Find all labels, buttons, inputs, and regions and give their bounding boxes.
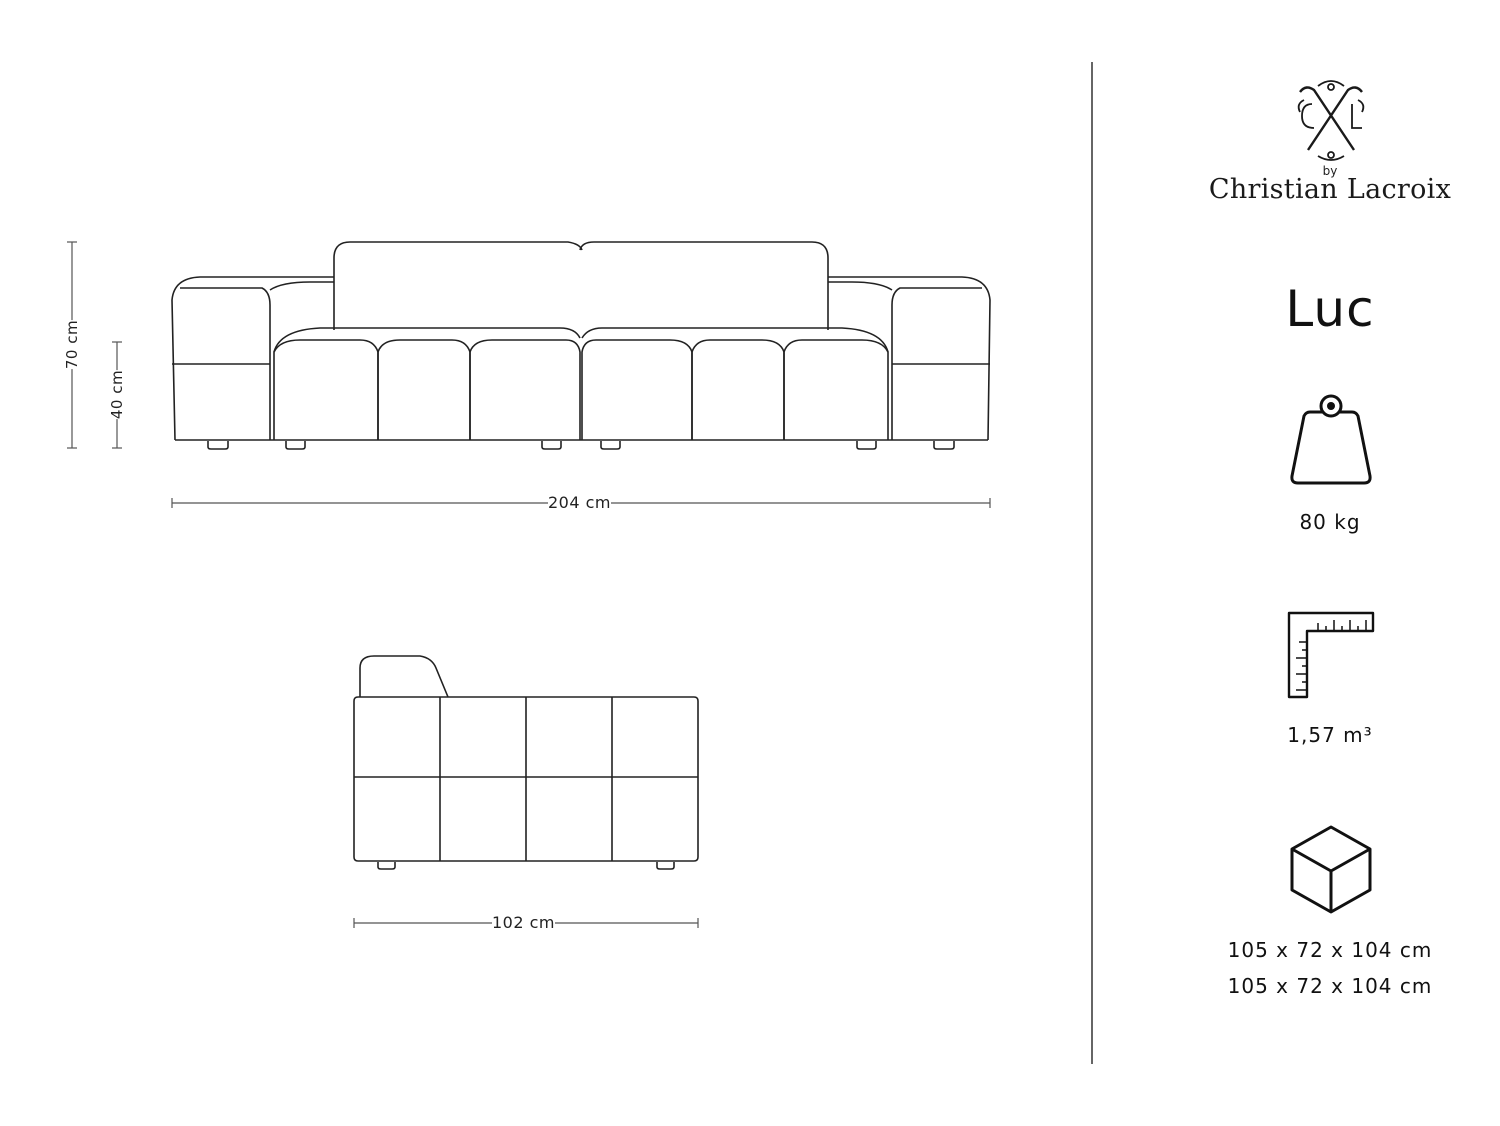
box-icon [1292, 827, 1370, 912]
brand-name: Christian Lacroix [1208, 174, 1452, 205]
weight-value: 80 kg [1299, 510, 1361, 534]
leg [934, 441, 954, 449]
leg [601, 441, 620, 449]
front-width-label: 204 cm [548, 493, 612, 512]
leg [857, 441, 876, 449]
leg [657, 862, 674, 869]
sofa-side-view [354, 656, 698, 869]
sofa-front-view [172, 242, 990, 449]
package-dimensions-1: 105 x 72 x 104 cm [1227, 938, 1433, 962]
leg [286, 441, 305, 449]
volume-value: 1,57 m³ [1287, 723, 1373, 747]
left-arm [172, 277, 334, 440]
package-dimensions-2: 105 x 72 x 104 cm [1227, 974, 1433, 998]
leg [542, 441, 561, 449]
front-height-label: 70 cm [63, 319, 82, 370]
right-arm [828, 277, 990, 440]
seat-cushion-5 [692, 340, 784, 440]
backrest-left [334, 242, 582, 330]
seat-cushion-4 [582, 340, 692, 440]
seat-cushion-3 [470, 340, 580, 440]
seat-cushion-1 [274, 340, 378, 440]
leg [208, 441, 228, 449]
seat-height-label: 40 cm [108, 369, 127, 420]
backrest-right [580, 242, 828, 330]
side-depth-label: 102 cm [492, 913, 556, 932]
leg [378, 862, 395, 869]
seat-cushion-6 [784, 340, 888, 440]
product-name: Luc [1285, 280, 1375, 338]
weight-icon [1292, 396, 1370, 483]
brand-logo [1299, 81, 1364, 160]
ruler-icon [1289, 613, 1373, 697]
seat-cushion-2 [378, 340, 470, 440]
side-backrest [360, 656, 448, 697]
brand-by: by [1322, 164, 1338, 178]
